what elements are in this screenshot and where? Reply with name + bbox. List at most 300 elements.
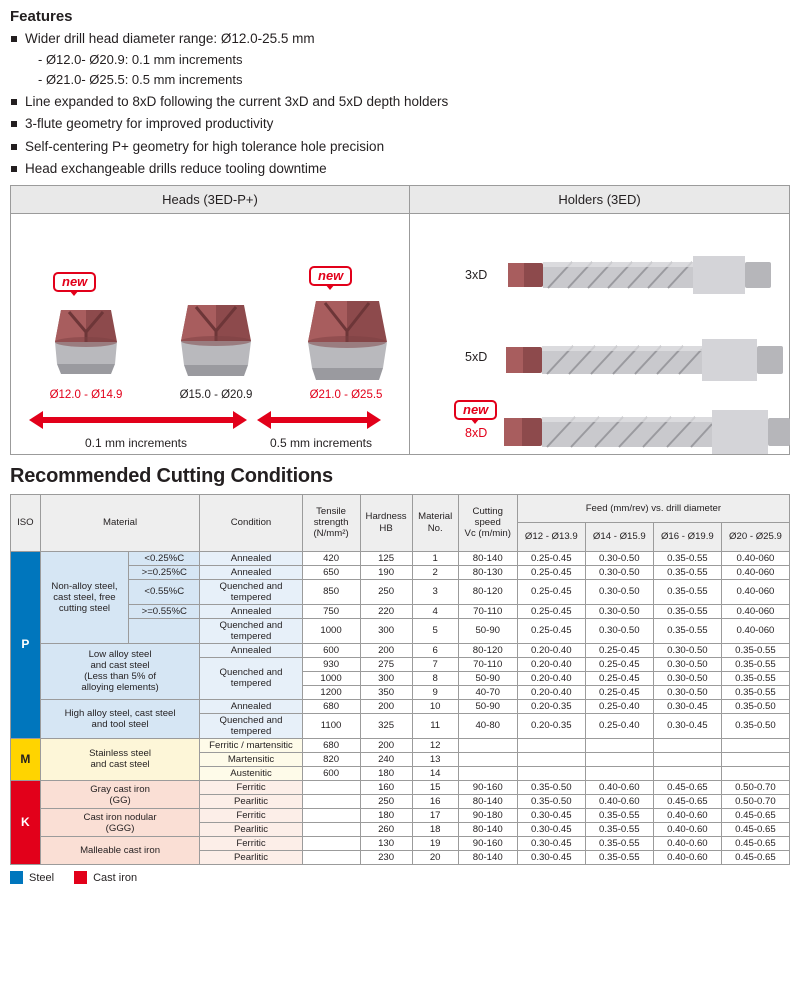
vc-cell: 40-70 [458, 685, 517, 699]
feature-text: Head exchangeable drills reduce tooling downtime [25, 161, 327, 176]
feed-cell: 0.35-0.55 [721, 685, 789, 699]
feed-cell: 0.35-0.50 [517, 795, 585, 809]
feed-cell [585, 738, 653, 752]
tensile-cell: 930 [302, 657, 360, 671]
vc-cell [458, 752, 517, 766]
feed-cell: 0.30-0.50 [585, 618, 653, 643]
hardness-cell: 260 [360, 823, 412, 837]
material-line: (Less than 5% of [84, 671, 157, 683]
tensile-cell [302, 781, 360, 795]
feature-item [10, 32, 790, 86]
th-tensile-l1: Tensile [316, 505, 346, 517]
drill-holder-icon [502, 332, 787, 388]
vc-cell: 90-160 [458, 781, 517, 795]
feature-sub-text: - Ø21.0- Ø25.5: 0.5 mm increments [38, 71, 243, 87]
condition-cell: Annealed [200, 643, 302, 657]
material-line: (GG) [109, 794, 131, 806]
hardness-cell: 325 [360, 713, 412, 738]
feed-cell: 0.20-0.35 [517, 713, 585, 738]
th-tensile-l2: strength [313, 516, 349, 528]
holder-label: 8xD [465, 425, 488, 440]
features-section [0, 0, 800, 176]
tensile-cell: 850 [302, 579, 360, 604]
table-header-row [11, 494, 790, 523]
arrow-left-icon [257, 411, 271, 429]
feed-cell: 0.50-0.70 [721, 795, 789, 809]
material-no-cell: 6 [412, 643, 458, 657]
table-row [11, 837, 790, 851]
material-line: (GGG) [105, 822, 135, 834]
vc-cell: 80-140 [458, 851, 517, 865]
hardness-cell: 130 [360, 837, 412, 851]
condition-line: tempered [230, 678, 272, 690]
material-cell [40, 699, 200, 738]
material-no-cell: 10 [412, 699, 458, 713]
feed-cell: 0.25-0.45 [517, 551, 585, 565]
feature-sub-list [25, 53, 790, 86]
heads-panel-header: Heads (3ED-P+) [11, 186, 409, 214]
bullet-icon [11, 144, 17, 150]
feed-cell: 0.30-0.50 [653, 657, 721, 671]
arrow-left-icon [29, 411, 43, 429]
table-row [11, 809, 790, 823]
th-material-no-l1: Material [418, 511, 453, 523]
features-title: Features [10, 8, 73, 25]
feed-cell [585, 752, 653, 766]
material-cell [40, 781, 200, 809]
tensile-cell: 1000 [302, 671, 360, 685]
hardness-cell: 240 [360, 752, 412, 766]
table-row [11, 699, 790, 713]
feed-cell: 0.30-0.50 [585, 551, 653, 565]
hardness-cell: 300 [360, 671, 412, 685]
material-line: High alloy steel, cast steel [64, 707, 176, 719]
holders-panel-body [410, 214, 789, 454]
material-line: Stainless steel [89, 748, 151, 760]
feed-cell [721, 738, 789, 752]
th-cutting-speed-l2: speed [474, 516, 501, 528]
feed-cell: 0.30-0.45 [653, 699, 721, 713]
feed-cell: 0.25-0.45 [585, 643, 653, 657]
heads-panel-body [11, 214, 409, 454]
th-feed-col: Ø16 - Ø19.9 [653, 523, 721, 552]
feature-item [10, 117, 790, 131]
carbon-pct-cell [129, 618, 200, 643]
feed-cell: 0.40-060 [721, 551, 789, 565]
feed-cell [653, 738, 721, 752]
table-row [11, 738, 790, 752]
hardness-cell: 200 [360, 738, 412, 752]
increment-label: 0.5 mm increments [269, 435, 373, 450]
iso-cell-p: P [11, 551, 41, 738]
material-cell [40, 837, 200, 865]
hardness-cell: 230 [360, 851, 412, 865]
feature-sub-item [25, 73, 790, 86]
condition-cell: Quenched and tempered [200, 579, 302, 604]
drill-head-icon [31, 302, 141, 382]
feed-cell: 0.45-0.65 [721, 851, 789, 865]
drill-holder-icon [502, 250, 777, 302]
hardness-cell: 300 [360, 618, 412, 643]
vc-cell: 80-130 [458, 565, 517, 579]
feed-cell: 0.25-0.45 [585, 685, 653, 699]
material-line: Malleable cast iron [80, 845, 161, 857]
th-tensile [302, 494, 360, 551]
feed-cell: 0.35-0.55 [721, 671, 789, 685]
new-badge: new [309, 266, 352, 286]
arrow-line [271, 417, 367, 423]
tensile-cell [302, 795, 360, 809]
condition-cell: Annealed [200, 604, 302, 618]
hardness-cell: 200 [360, 699, 412, 713]
tensile-cell: 1000 [302, 618, 360, 643]
vc-cell: 50-90 [458, 671, 517, 685]
condition-line: Quenched and [219, 667, 283, 679]
tensile-cell [302, 823, 360, 837]
head-label: Ø21.0 - Ø25.5 [309, 388, 383, 401]
new-badge: new [454, 400, 497, 420]
material-line: cutting steel [58, 602, 111, 614]
arrow-right-icon [367, 411, 381, 429]
feed-cell: 0.25-0.45 [585, 671, 653, 685]
holder-label: 5xD [465, 349, 488, 364]
condition-cell: Martensitic [200, 752, 302, 766]
bullet-icon [11, 99, 17, 105]
carbon-pct-cell: >=0.25%C [129, 565, 200, 579]
feed-cell: 0.45-0.65 [721, 837, 789, 851]
feed-cell: 0.25-0.45 [517, 604, 585, 618]
material-line: and cast steel [90, 759, 150, 771]
vc-cell: 80-140 [458, 551, 517, 565]
feed-cell: 0.20-0.35 [517, 699, 585, 713]
tensile-cell: 750 [302, 604, 360, 618]
th-feed-group: Feed (mm/rev) vs. drill diameter [517, 494, 789, 523]
th-material: Material [40, 494, 200, 551]
feed-cell: 0.25-0.40 [585, 699, 653, 713]
feed-cell: 0.35-0.55 [585, 823, 653, 837]
feed-cell: 0.35-0.50 [721, 713, 789, 738]
feed-cell: 0.20-0.40 [517, 685, 585, 699]
heads-panel [11, 186, 410, 454]
material-no-cell: 4 [412, 604, 458, 618]
feed-cell: 0.20-0.40 [517, 643, 585, 657]
table-row [11, 551, 790, 565]
vc-cell: 80-120 [458, 643, 517, 657]
tensile-cell [302, 851, 360, 865]
vc-cell [458, 738, 517, 752]
material-no-cell: 5 [412, 618, 458, 643]
condition-cell: Annealed [200, 699, 302, 713]
feed-cell: 0.30-0.50 [585, 565, 653, 579]
hardness-cell: 125 [360, 551, 412, 565]
material-cell [40, 738, 200, 780]
feed-cell: 0.30-0.50 [653, 671, 721, 685]
feature-text: 3-flute geometry for improved productivity [25, 116, 274, 131]
feed-cell: 0.40-0.60 [653, 851, 721, 865]
material-cell [40, 551, 128, 643]
table-row [11, 643, 790, 657]
feed-cell: 0.35-0.55 [585, 837, 653, 851]
th-iso: ISO [11, 494, 41, 551]
feed-cell: 0.25-0.45 [517, 565, 585, 579]
th-condition: Condition [200, 494, 302, 551]
bullet-icon [11, 166, 17, 172]
table-head [11, 494, 790, 551]
hardness-cell: 160 [360, 781, 412, 795]
legend-label-cast-iron: Cast iron [93, 871, 138, 884]
feed-cell: 0.20-0.40 [517, 657, 585, 671]
feed-cell: 0.30-0.50 [653, 643, 721, 657]
condition-cell [200, 657, 302, 699]
feed-cell: 0.30-0.50 [585, 579, 653, 604]
feed-cell: 0.30-0.45 [517, 851, 585, 865]
feed-cell: 0.25-0.45 [585, 657, 653, 671]
feed-cell: 0.35-0.55 [653, 565, 721, 579]
th-cutting-speed-l3: Vc (m/min) [464, 528, 511, 540]
feed-cell: 0.40-060 [721, 565, 789, 579]
th-feed-col: Ø12 - Ø13.9 [517, 523, 585, 552]
increment-label: 0.1 mm increments [84, 435, 188, 450]
material-no-cell: 1 [412, 551, 458, 565]
th-material-no [412, 494, 458, 551]
feed-cell [721, 767, 789, 781]
feature-text: Line expanded to 8xD following the current 3xD and 5xD depth holders [25, 93, 449, 109]
feed-cell: 0.35-0.55 [721, 657, 789, 671]
holders-panel-header: Holders (3ED) [410, 186, 789, 214]
holder-label: 3xD [465, 267, 488, 282]
table-row [11, 781, 790, 795]
hardness-cell: 250 [360, 795, 412, 809]
condition-cell: Ferritic [200, 837, 302, 851]
th-hardness [360, 494, 412, 551]
feature-sub-text: - Ø12.0- Ø20.9: 0.1 mm increments [38, 51, 243, 67]
material-no-cell: 3 [412, 579, 458, 604]
material-line: Gray cast iron [90, 783, 150, 795]
feed-cell: 0.45-0.65 [653, 781, 721, 795]
tensile-cell: 420 [302, 551, 360, 565]
feed-cell: 0.40-0.60 [653, 823, 721, 837]
arrow-right-icon [233, 411, 247, 429]
drill-head-icon [283, 296, 413, 388]
feed-cell [517, 752, 585, 766]
bullet-icon [11, 121, 17, 127]
feed-cell [721, 752, 789, 766]
feed-cell [585, 767, 653, 781]
feed-cell: 0.35-0.55 [653, 618, 721, 643]
feed-cell [653, 767, 721, 781]
feed-cell: 0.25-0.45 [517, 579, 585, 604]
material-line: and tool steel [91, 718, 149, 730]
head-label: Ø12.0 - Ø14.9 [49, 388, 123, 401]
feed-cell: 0.30-0.45 [517, 823, 585, 837]
feed-cell: 0.40-060 [721, 579, 789, 604]
carbon-pct-cell: <0.25%C [129, 551, 200, 565]
tensile-cell: 1100 [302, 713, 360, 738]
condition-cell: Annealed [200, 551, 302, 565]
vc-cell: 90-160 [458, 837, 517, 851]
material-cell [40, 809, 200, 837]
th-tensile-l3: (N/mm²) [313, 528, 349, 540]
th-cutting-speed-l1: Cutting [472, 505, 503, 517]
th-feed-col: Ø20 - Ø25.9 [721, 523, 789, 552]
vc-cell: 40-80 [458, 713, 517, 738]
material-no-cell: 11 [412, 713, 458, 738]
vc-cell: 50-90 [458, 618, 517, 643]
feed-cell: 0.45-0.65 [653, 795, 721, 809]
material-no-cell: 19 [412, 837, 458, 851]
hardness-cell: 180 [360, 809, 412, 823]
feature-item [10, 140, 790, 154]
th-material-no-l2: No. [427, 522, 443, 534]
material-line: Low alloy steel [88, 649, 152, 661]
material-no-cell: 9 [412, 685, 458, 699]
th-hardness-l2: HB [379, 522, 393, 534]
feed-cell: 0.35-0.55 [653, 604, 721, 618]
cutting-conditions-title: Recommended Cutting Conditions [10, 464, 333, 487]
feed-cell: 0.30-0.50 [585, 604, 653, 618]
vc-cell: 80-120 [458, 579, 517, 604]
hardness-cell: 275 [360, 657, 412, 671]
tensile-cell [302, 837, 360, 851]
material-no-cell: 12 [412, 738, 458, 752]
table-body [11, 551, 790, 865]
condition-cell: Quenched and tempered [200, 713, 302, 738]
feed-cell [517, 738, 585, 752]
feed-cell: 0.25-0.40 [585, 713, 653, 738]
vc-cell: 70-110 [458, 657, 517, 671]
condition-cell: Ferritic [200, 781, 302, 795]
condition-cell: Austenitic [200, 767, 302, 781]
material-no-cell: 20 [412, 851, 458, 865]
feed-cell: 0.30-0.50 [653, 685, 721, 699]
vc-cell: 80-140 [458, 795, 517, 809]
feed-cell: 0.20-0.40 [517, 671, 585, 685]
material-no-cell: 14 [412, 767, 458, 781]
material-no-cell: 7 [412, 657, 458, 671]
feature-item [10, 95, 790, 109]
feed-cell: 0.35-0.55 [585, 851, 653, 865]
feed-cell [653, 752, 721, 766]
feed-cell: 0.30-0.45 [653, 713, 721, 738]
feature-text: Self-centering P+ geometry for high tolerance hole precision [25, 138, 385, 154]
tensile-cell: 650 [302, 565, 360, 579]
feed-cell: 0.30-0.45 [517, 837, 585, 851]
tensile-cell: 680 [302, 738, 360, 752]
feature-text: Wider drill head diameter range: Ø12.0-25.5 mm [25, 31, 315, 46]
material-line: alloying elements) [81, 682, 159, 694]
drill-holder-icon [502, 402, 792, 462]
feed-cell [517, 767, 585, 781]
tensile-cell [302, 809, 360, 823]
feed-cell: 0.40-0.60 [653, 837, 721, 851]
product-panel [10, 185, 790, 455]
condition-cell: Quenched and tempered [200, 618, 302, 643]
vc-cell: 70-110 [458, 604, 517, 618]
feed-cell: 0.35-0.55 [721, 643, 789, 657]
legend [10, 871, 800, 884]
tensile-cell: 1200 [302, 685, 360, 699]
tensile-cell: 820 [302, 752, 360, 766]
material-no-cell: 8 [412, 671, 458, 685]
tensile-cell: 600 [302, 643, 360, 657]
material-no-cell: 15 [412, 781, 458, 795]
condition-cell: Ferritic / martensitic [200, 738, 302, 752]
feed-cell: 0.40-060 [721, 618, 789, 643]
hardness-cell: 250 [360, 579, 412, 604]
feed-cell: 0.25-0.45 [517, 618, 585, 643]
material-no-cell: 16 [412, 795, 458, 809]
feed-cell: 0.30-0.45 [517, 809, 585, 823]
tensile-cell: 680 [302, 699, 360, 713]
holders-panel [410, 186, 789, 454]
feed-cell: 0.35-0.50 [517, 781, 585, 795]
feed-cell: 0.40-0.60 [585, 795, 653, 809]
features-list [10, 32, 790, 176]
material-cell [40, 643, 200, 699]
feed-cell: 0.35-0.55 [585, 809, 653, 823]
carbon-pct-cell: <0.55%C [129, 579, 200, 604]
material-no-cell: 17 [412, 809, 458, 823]
vc-cell: 90-180 [458, 809, 517, 823]
feature-sub-item [25, 53, 790, 66]
hardness-cell: 190 [360, 565, 412, 579]
material-line: Non-alloy steel, [51, 580, 118, 592]
vc-cell: 80-140 [458, 823, 517, 837]
material-line: and cast steel [90, 660, 150, 672]
legend-label-steel: Steel [29, 871, 55, 884]
condition-cell: Pearlitic [200, 795, 302, 809]
feed-cell: 0.35-0.50 [721, 699, 789, 713]
vc-cell [458, 767, 517, 781]
feed-cell: 0.40-0.60 [653, 809, 721, 823]
feed-cell: 0.40-0.60 [585, 781, 653, 795]
cutting-conditions-table [10, 494, 790, 866]
material-line: cast steel, free [53, 591, 116, 603]
condition-cell: Ferritic [200, 809, 302, 823]
material-no-cell: 13 [412, 752, 458, 766]
feed-cell: 0.35-0.55 [653, 579, 721, 604]
arrow-line [43, 417, 233, 423]
feature-item [10, 162, 790, 176]
condition-cell: Annealed [200, 565, 302, 579]
feed-cell: 0.50-0.70 [721, 781, 789, 795]
tensile-cell: 600 [302, 767, 360, 781]
material-line: Cast iron nodular [83, 811, 157, 823]
carbon-pct-cell: >=0.55%C [129, 604, 200, 618]
head-label: Ø15.0 - Ø20.9 [179, 388, 253, 401]
feed-cell: 0.45-0.65 [721, 823, 789, 837]
th-cutting-speed [458, 494, 517, 551]
iso-cell-m: M [11, 738, 41, 780]
feed-cell: 0.45-0.65 [721, 809, 789, 823]
condition-cell: Pearlitic [200, 851, 302, 865]
th-hardness-l1: Hardness [365, 511, 407, 523]
hardness-cell: 200 [360, 643, 412, 657]
hardness-cell: 220 [360, 604, 412, 618]
bullet-icon [11, 36, 17, 42]
feed-cell: 0.40-060 [721, 604, 789, 618]
drill-head-icon [156, 299, 276, 384]
hardness-cell: 180 [360, 767, 412, 781]
condition-cell: Pearlitic [200, 823, 302, 837]
hardness-cell: 350 [360, 685, 412, 699]
new-badge: new [53, 272, 96, 292]
material-no-cell: 18 [412, 823, 458, 837]
th-feed-col: Ø14 - Ø15.9 [585, 523, 653, 552]
legend-swatch-cast-iron [74, 871, 87, 884]
feed-cell: 0.35-0.55 [653, 551, 721, 565]
vc-cell: 50-90 [458, 699, 517, 713]
